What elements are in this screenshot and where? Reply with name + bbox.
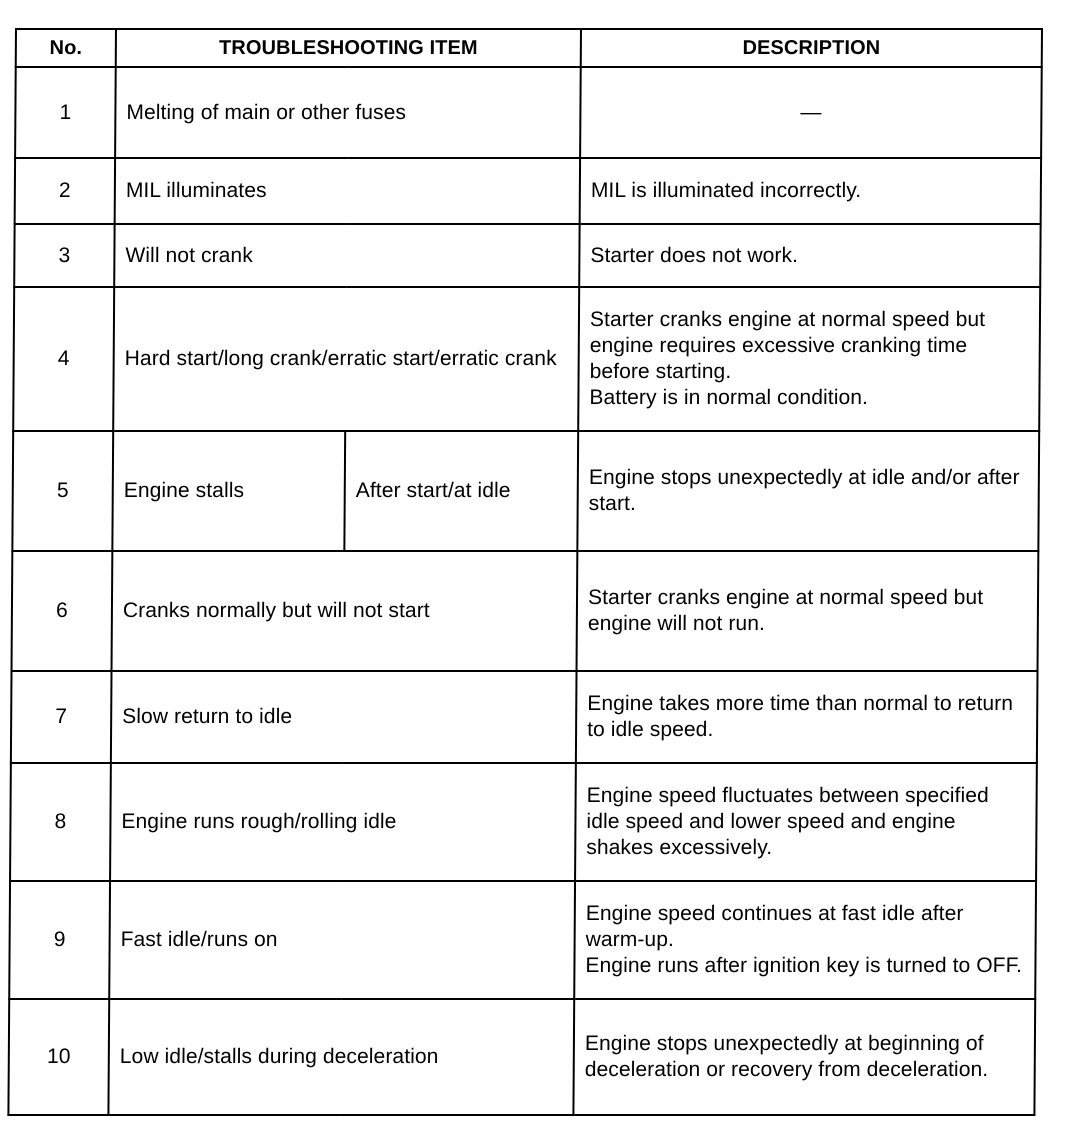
- header-description: DESCRIPTION: [581, 29, 1042, 67]
- description-line: Starter cranks engine at normal speed but engine requires excessive cranking time before starting.: [589, 308, 986, 383]
- description-cell: [577, 431, 1039, 551]
- description-line: Engine takes more time than normal to return to idle speed.: [587, 692, 1014, 741]
- table-row: [13, 287, 1040, 431]
- troubleshooting-table: [7, 28, 1043, 1116]
- description-cell: [577, 551, 1039, 671]
- header-no: No.: [16, 29, 116, 67]
- description-cell: [580, 67, 1042, 158]
- row-number: 6: [12, 551, 113, 671]
- header-row: [16, 29, 1042, 67]
- description-line: Engine speed fluctuates between specified idle speed and lower speed and engine shakes excessively.: [586, 784, 989, 859]
- troubleshooting-item: Fast idle/runs on: [109, 881, 575, 999]
- table-row: [9, 881, 1036, 999]
- description-cell: [576, 671, 1038, 763]
- description-cell: [579, 224, 1040, 287]
- troubleshooting-sub-item: After start/at idle: [344, 431, 578, 551]
- description-line: Engine stops unexpectedly at beginning of deceleration or recovery from deceleration.: [584, 1032, 989, 1081]
- row-number: 10: [8, 999, 109, 1115]
- row-number: 7: [11, 671, 112, 763]
- description-line: Starter cranks engine at normal speed but engine will not run.: [587, 586, 984, 635]
- description-line: Starter does not work.: [590, 243, 799, 267]
- table-row: [10, 763, 1037, 881]
- table-row: [12, 431, 1039, 551]
- table-row: [14, 224, 1040, 287]
- description-dash: —: [800, 100, 822, 124]
- description-cell: [580, 158, 1041, 224]
- description-line: Battery is in normal condition.: [589, 386, 869, 409]
- table-row: [12, 551, 1039, 671]
- row-number: 3: [14, 224, 114, 287]
- row-number: 8: [10, 763, 111, 881]
- troubleshooting-item: Slow return to idle: [111, 671, 577, 763]
- description-cell: [574, 881, 1036, 999]
- troubleshooting-item: Hard start/long crank/erratic start/erratic crank: [113, 287, 579, 431]
- row-number: 2: [15, 158, 115, 224]
- row-number: 5: [12, 431, 113, 551]
- table-row: [15, 67, 1042, 158]
- troubleshooting-item: Cranks normally but will not start: [112, 551, 578, 671]
- troubleshooting-item: Will not crank: [114, 224, 579, 287]
- troubleshooting-item: Low idle/stalls during deceleration: [108, 999, 574, 1115]
- description-cell: [573, 999, 1035, 1115]
- description-line: Engine speed continues at fast idle after warm-up.: [585, 902, 964, 951]
- header-troubleshooting-item: TROUBLESHOOTING ITEM: [116, 29, 581, 67]
- troubleshooting-item: Engine stalls: [112, 431, 345, 551]
- table-row: [15, 158, 1041, 224]
- description-line: MIL is illuminated incorrectly.: [590, 179, 862, 202]
- troubleshooting-item: Melting of main or other fuses: [115, 67, 581, 158]
- row-number: 1: [15, 67, 116, 158]
- row-number: 9: [9, 881, 110, 999]
- description-cell: [578, 287, 1040, 431]
- description-cell: [575, 763, 1037, 881]
- description-line: Engine stops unexpectedly at idle and/or after start.: [588, 466, 1020, 515]
- troubleshooting-item: Engine runs rough/rolling idle: [110, 763, 576, 881]
- description-line: Engine runs after ignition key is turned to OFF.: [585, 954, 1023, 977]
- table-row: [8, 999, 1035, 1115]
- row-number: 4: [13, 287, 114, 431]
- table-row: [11, 671, 1038, 763]
- troubleshooting-item: MIL illuminates: [115, 158, 580, 224]
